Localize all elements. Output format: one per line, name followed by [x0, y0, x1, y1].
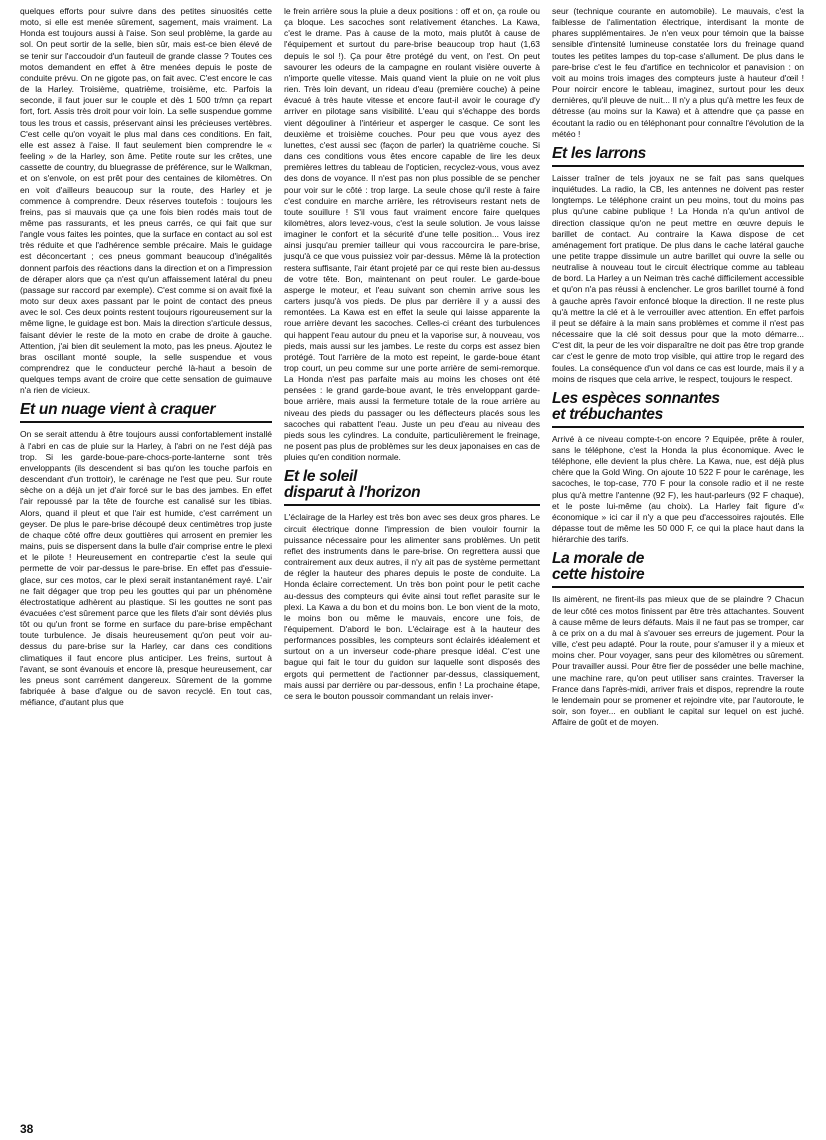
section-heading-line: Et le soleil: [284, 468, 358, 486]
magazine-page: [18, 6, 808, 1136]
column-2: [284, 6, 540, 702]
page-number: 38: [20, 1122, 34, 1136]
section-heading: [552, 391, 804, 428]
section-heading: [284, 469, 540, 506]
body-paragraph: Laisser traîner de tels joyaux ne se fait pas sans quelques inquiétudes. La radio, la CB, les antennes ne doivent pas rester longtemps. Le téléphone craint un peu moins, tout du moins pas plus qu'une cabine publique ! La Honda n'a qu'un antivol de direction classique qu'on ne peut mettre en œuvre depuis le barillet de contact. Au contraire la Kawa dispose de cet aménagement fort pratique. De plus dans le cache latéral gauche une petite trappe dissimule un autre barillet qui ouvre la selle ou neutralise à nouveau tout le circuit électrique comme au tableau de bord. La Harley a un Neiman très caché difficilement accessible et qu'on n'a pas réussi à enclencher. Le gros barillet tourné à fond à gauche après l'avoir enfoncé bloque la direction. Il ne reste plus qu'à mettre la clé et à le verrouiller avec attention. En effet parfois il peut se défaire à la main sans problèmes et comme il n'est pas nécessaire que la clé soit dessus pour que la moto démarre... C'est dit, la peur de les voir disparaître ne doit pas être trop grande car c'est le genre de moto trop visible, qui attire trop le regard des foules. La conséquence d'un vol dans ce cas est lourde, mais il y a moins de risques que cela arrive, le respect, toujours le respect.: [552, 172, 804, 384]
body-paragraph: Ils aimèrent, ne firent-ils pas mieux que de se plaindre ? Chacun de leur côté ces motos finissent par être très attachantes. Souvent à cause même de leurs défauts. Mais il ne faut pas se tromper, car à ce prix on a du mal à s'avouer ses erreurs de jugement. Pour la ville, c'est peu adapté. Pour la route, pour s'amuser il y a mieux et moins cher. Pour voyager, sans peur des kilomètres ou sûrement. Pour travailler aussi. Pour être fier de posséder une belle machine, une machine rare, qu'on peut utiliser sans craintes. Traverser la France dans l'après-midi, arriver frais et dispos, reprendre la route le lendemain pour se promener et rejoindre vite, par l'autoroute, le soir, son foyer... en oubliant le capital sur lequel on est juché. Affaire de goût et de moyen.: [552, 594, 804, 728]
section-heading-line: cette histoire: [552, 566, 645, 584]
body-paragraph: quelques efforts pour suivre dans des petites sinuosités cette moto, si elle est menée sûrement, sagement, mais vraiment. La Honda est toujours aussi à l'aise. Son seul problème, la garde au sol. On peut sortir de la selle, bien sûr, mais est-ce bien élevé de se tenir sur l'accoudoir d'un fauteuil de grande classe ? Toutes ces motos demandent en effet à être menées depuis le poste de conduite prévu. On ne gigote pas, on fait avec. C'est encore le cas de la Harley. Troisième, quatrième, troisième, etc. Parfois la seconde, il faut jouer sur le couple et dès 1 500 tr/mn ça repart fort, fort. Assis très droit pour voir loin. La selle suspendue gomme tous les trous et cassis, préservant ainsi les précieuses vertèbres. C'est celle qu'on voyait le plus mal dans ces conditions. En fait, elle est assez à l'aise. Il faut seulement bien comprendre le « feeling » de la Harley, son âme. Petite route sur les crêtes, une cassette de country, du bluegrasse de préférence, sur le Walkman, et on s'envole, on est prêt pour des centaines de kilomètres. On en voit d'ailleurs beaucoup sur la route, des Harley et je commence à comprendre. Deux réserves toutefois : toujours les freins, pas si mauvais que ça une fois bien rodés mais tout de même pas rassurants, et les pneus carrés, ce qui fait que sur l'angle vous faites les pointes, que la surface en contact au sol est très réduite et que l'adhérence semble précaire. Mais le guidage est déconcertant ; ces pneus gommant beaucoup d'inégalités donnent parfois des réactions dans la direction et on a l'impression de déraper alors que ça n'est qu'un affaissement latéral du pneu (passage sur raccord par exemple). C'est comme si on avait fixé la moto sur deux axes passant par le point de contact des pneus avec le sol. Ces deux points restent toujours rigoureusement sur la même ligne, le guidage est bon. Mais la direction s'articule dessus, faisant dévier le reste de la moto en crabe de droite à gauche. Attention, j'ai bien dit seulement la moto, pas les pneus. Ajoutez le bras oscillant monté souple, la selle suspendue et vous comprendrez que le conducteur perché là-haut a besoin de quelques temps avant de croire que cette sensation de guimauve n'a rien de vicieux.: [20, 6, 272, 396]
body-paragraph: Arrivé à ce niveau compte-t-on encore ? Equipée, prête à rouler, sans le téléphone, c'est la Honda la plus économique. Avec le téléphone, elle devient la plus chère. La Kawa, nue, est déjà plus chère que la Gold Wing. On ajoute 10 522 F pour le carénage, les sacoches, le top-case, 770 F pour la console radio et il ne reste plus qu'à mettre l'antenne (92 F), les haut-parleurs (92 F chaque), et le poste lui-même (au choix). La Harley fait figure d'« économique » ici car il n'y a que peu d'accessoires rajoutés. Elle dépasse tout de même les 50 000 F, ce qui la place haut dans la hiérarchie des tarifs.: [552, 433, 804, 545]
section-heading: [552, 551, 804, 588]
section-heading-line: La morale de: [552, 550, 645, 568]
section-heading-line: Et les larrons: [552, 144, 647, 162]
body-paragraph: On se serait attendu à être toujours aussi confortablement installé à l'abri en cas de pluie sur la Harley, à l'abri on ne l'est déjà pas trop. Si les garde-boue-pare-chocs-porte-lanterne sont très enveloppants (ils descendent si bas qu'on les touche parfois en descendant d'un trottoir), le carénage ne l'est que peu. Sur route sèche on a déjà un jet d'air forcé sur le bas des jambes. En effet l'air repoussé par la tête de fourche est canalisé sur les tibias. Alors, quand il pleut et que l'air est humide, c'est carrément un geyser. De plus le pare-brise découpé deux centimètres trop juste de chaque côté offre deux gouttières qui arrosent en premier les mains, puis se dispersent dans la bulle d'air comprise entre le plexi et le pilote ! Heureusement en contrepartie c'est la seule qui permette de voir par-dessus le pare-brise. En effet pas d'essuie-glace, sur ces motos, car le plexi serait instantanément rayé. L'air ne fait dégager que trop peu les gouttes qui par un phénomène électrostatique adhèrent au plastique. Si les gouttes ne sont pas évacuées c'est sûrement parce que les filets d'air sont déviés plus tôt ou qu'un front se forme en surface du pare-brise empêchant toute turbulence. Je disais heureusement qu'on peut voir au-dessus du pare-brise sur la Harley, car dans ces conditions climatiques il faut encore plus anticiper. Les freins, surtout à l'avant, se sont évanouis et encore là, presque heureusement, car les pneus sont carrément dangereux. Sûrement de la gomme fabriquée à base d'algue ou de savon recyclé. En tout cas, méfiance, d'autant plus que: [20, 429, 272, 708]
section-heading: [552, 146, 804, 167]
section-heading-line: et trébuchantes: [552, 405, 663, 423]
body-paragraph: le frein arrière sous la pluie a deux positions : off et on, ça roule ou ça bloque. Les sacoches sont relativement étanches. La Kawa, c'est le drame. Pas à cause de la moto, mais plutôt à cause de l'équipement et surtout du pare-brise beaucoup trop haut (1,63 depuis le sol !). Ça pour être protégé du vent, on l'est. On peut savourer les odeurs de la campagne en roulant visière ouverte à n'importe quelle vitesse. Mais quand vient la pluie on ne voit plus rien. Très loin devant, un rideau d'eau (première couche) à peine évacué à très haute vitesse et encore faut-il avoir le courage d'y arriver en pilotage sans visibilité. L'eau qui s'échappe des bords vient dégouliner à l'intérieur et asperger le casque. Ce sont les deuxième et troisième couches. Pour peu que vous ayez des lunettes, c'est aussi sec (façon de parler) la quatrième couche. Si dans ces conditions vous êtes encore capable de lire les deux premières lettres du tableau de l'opticien, recyclez-vous, vous avez des dons de voyance. Il n'est pas non plus possible de se pencher pour voir sur le côté : trop large. La seule chose qu'il reste à faire c'est conduire en marche arrière, les rétroviseurs restant nets de toute souillure ! S'il vous faut vraiment encore faire quelques kilomètres, alors levez-vous, c'est la seule solution. Je vous laisse imaginer le confort et la sécurité d'une telle position... Vous irez ainsi jusqu'au premier tailleur qui vous raccourcira le pare-brise, jusqu'à ce que vous puissiez voir par-dessus. Même là la protection restera suffisante, l'air étant projeté par ce qui reste bien au-dessus de votre tête. Bon, maintenant on peut rouler. Le garde-boue asperge le moteur, et l'eau suivant son chemin arrive sous les carters jusqu'à vos pieds. De plus par derrière il y a aussi des remontées. La Kawa est en effet la seule qui laisse apparente la roue arrière devant les sacoches. Celles-ci créant des turbulences qui happent l'eau autour du pneu et la vaporise sur, à nouveau, vos pieds, mais aussi sur les jambes. Le reste du corps est assez bien protégé. Tout l'arrière de la moto est repeint, le garde-boue étant trop court, un peu comme sur une porte arrière de semi-remorque. La Honda n'est pas parfaite mais au moins les choses ont été pensées : le grand garde-boue avant, le très enveloppant garde-boue arrière, mais aussi la fermeture totale de la roue arrière au niveau des pieds du passager ou les déflecteurs placés sous les sacoches qui rabattent l'eau. Juste un peu d'eau au niveau des pieds sous les cylindres. La conduite, particulièrement le freinage, ne posent pas plus de problèmes sur les deux japonaises en cas de pluies qu'en condition normale.: [284, 6, 540, 463]
column-1: [20, 6, 272, 708]
column-3: [552, 6, 804, 728]
body-paragraph: seur (technique courante en automobile). Le mauvais, c'est la faiblesse de l'alimentation électrique, interdisant la monte de phares supplémentaires. Je n'en veux pour témoin que la baisse sensible d'intensité lumineuse constatée lors du freinage quand toutes les petites lampes du top-case s'allument. De plus dans le pare-brise c'est le feu d'artifice en technicolor et panavision : on voit au moins trois images des compteurs juste à hauteur d'œil ! Pour noircir encore le tableau, imaginez, surtout pour les deux dernières, qu'il pleuve de nuit... Il n'y a plus qu'à mettre les feux de détresse (au moins sur la Kawa) et à attendre que ça passe en écoutant la radio ou en téléphonant pour connaître l'évolution de la météo !: [552, 6, 804, 139]
section-heading-line: Et un nuage vient à craquer: [20, 401, 216, 419]
section-heading: [20, 402, 272, 423]
body-paragraph: L'éclairage de la Harley est très bon avec ses deux gros phares. Le circuit électrique donne l'impression de bien vouloir fournir la puissance nécessaire pour les alimenter sans problèmes. Un petit reflet des instruments dans le pare-brise. On regrettera aussi que contrairement aux deux autres, il n'y ait pas de système permettant de régler la hauteur des phares depuis le poste de conduite. La Honda éclaire correctement. Un très bon point pour le petit cache au-dessus des compteurs qui évite ainsi tout reflet parasite sur le plexi. La Kawa a du bon et du moins bon. Le bon vient de la moto, le moins bon ou même le mauvais, encore une fois, de l'équipement. D'abord le bon. L'éclairage est à la hauteur des performances possibles, les compteurs sont éclairés idéalement et surtout on a un inverseur code-phare presque idéal. C'est une bague qui fait le tour du guidon sur laquelle sont disposés des ergots qui permettent de l'actionner par-dessus, classiquement, mais aussi par derrière ou par-dessous, enfin ! La prochaine étape, ce sera le bouton poussoir commandant un relais inver-: [284, 512, 540, 701]
section-heading-line: disparut à l'horizon: [284, 484, 421, 502]
section-heading-line: Les espèces sonnantes: [552, 389, 720, 407]
